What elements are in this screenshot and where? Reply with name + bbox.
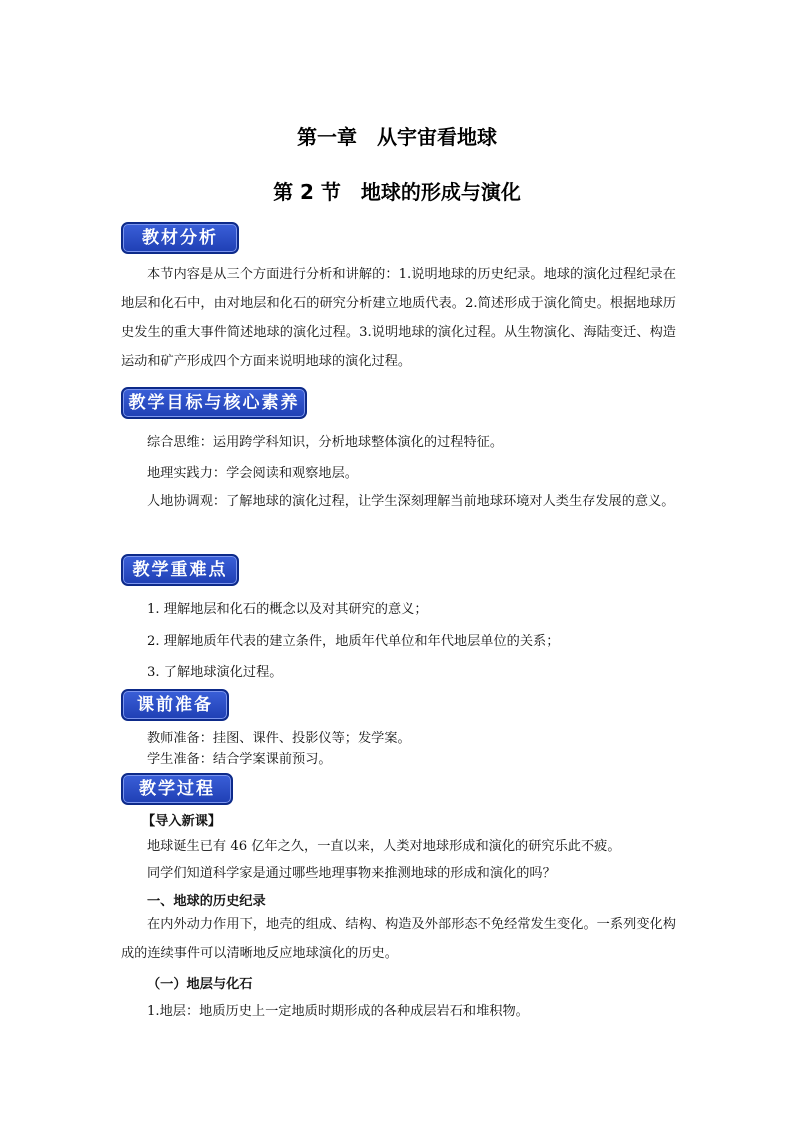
objective-item: 地理实践力：学会阅读和观察地层。: [147, 466, 358, 481]
subsection-paragraph: 在内外动力作用下，地壳的组成、结构、构造及外部形态不免经常发生变化。一系列变化构成的连续事件可以清晰地反应地球演化的历史。: [121, 917, 676, 961]
subsection-heading: 一、地球的历史纪录: [147, 894, 266, 909]
objective-item: 综合思维：运用跨学科知识，分析地球整体演化的过程特征。: [147, 435, 504, 450]
intro-text: 地球诞生已有 46 亿年之久，一直以来，人类对地球形成和演化的研究乐此不疲。: [147, 839, 621, 854]
badge-preparation: 课前准备: [121, 689, 229, 721]
key-point-item: 1. 理解地层和化石的概念以及对其研究的意义；: [147, 602, 428, 617]
badge-analysis: 教材分析: [121, 222, 239, 254]
teacher-preparation: 教师准备：挂图、课件、投影仪等；发学案。: [147, 731, 411, 746]
intro-question: 同学们知道科学家是通过哪些地理事物来推测地球的形成和演化的吗？: [147, 866, 556, 881]
key-point-item: 2. 理解地质年代表的建立条件，地质年代单位和年代地层单位的关系；: [147, 634, 560, 649]
badge-process: 教学过程: [121, 773, 233, 805]
objective-item: 人地协调观：了解地球的演化过程，让学生深刻理解当前地球环境对人类生存发展的意义。: [147, 494, 675, 509]
intro-heading: 【导入新课】: [142, 814, 222, 829]
chapter-title: 第一章 从宇宙看地球: [297, 125, 497, 149]
definition-item: 1.地层：地质历史上一定地质时期形成的各种成层岩石和堆积物。: [147, 1004, 529, 1019]
student-preparation: 学生准备：结合学案课前预习。: [147, 752, 332, 767]
key-point-item: 3. 了解地球演化过程。: [147, 665, 283, 680]
sub-subsection-heading: （一）地层与化石: [147, 977, 253, 992]
badge-objectives: 教学目标与核心素养: [121, 387, 307, 419]
analysis-paragraph: 本节内容是从三个方面进行分析和讲解的：1.说明地球的历史纪录。地球的演化过程纪录在地层和化石中，由对地层和化石的研究分析建立地质代表。2.简述形成于演化简史。根据地球历史发生的重大事件简述地球的演化过程。3.说明地球的演化过程。从生物演化、海陆变迁、构造运动和矿产形成四个方面来说明地球的演化过程。: [121, 267, 676, 369]
section-title: 第 2 节 地球的形成与演化: [273, 180, 521, 204]
badge-key-points: 教学重难点: [121, 554, 239, 586]
